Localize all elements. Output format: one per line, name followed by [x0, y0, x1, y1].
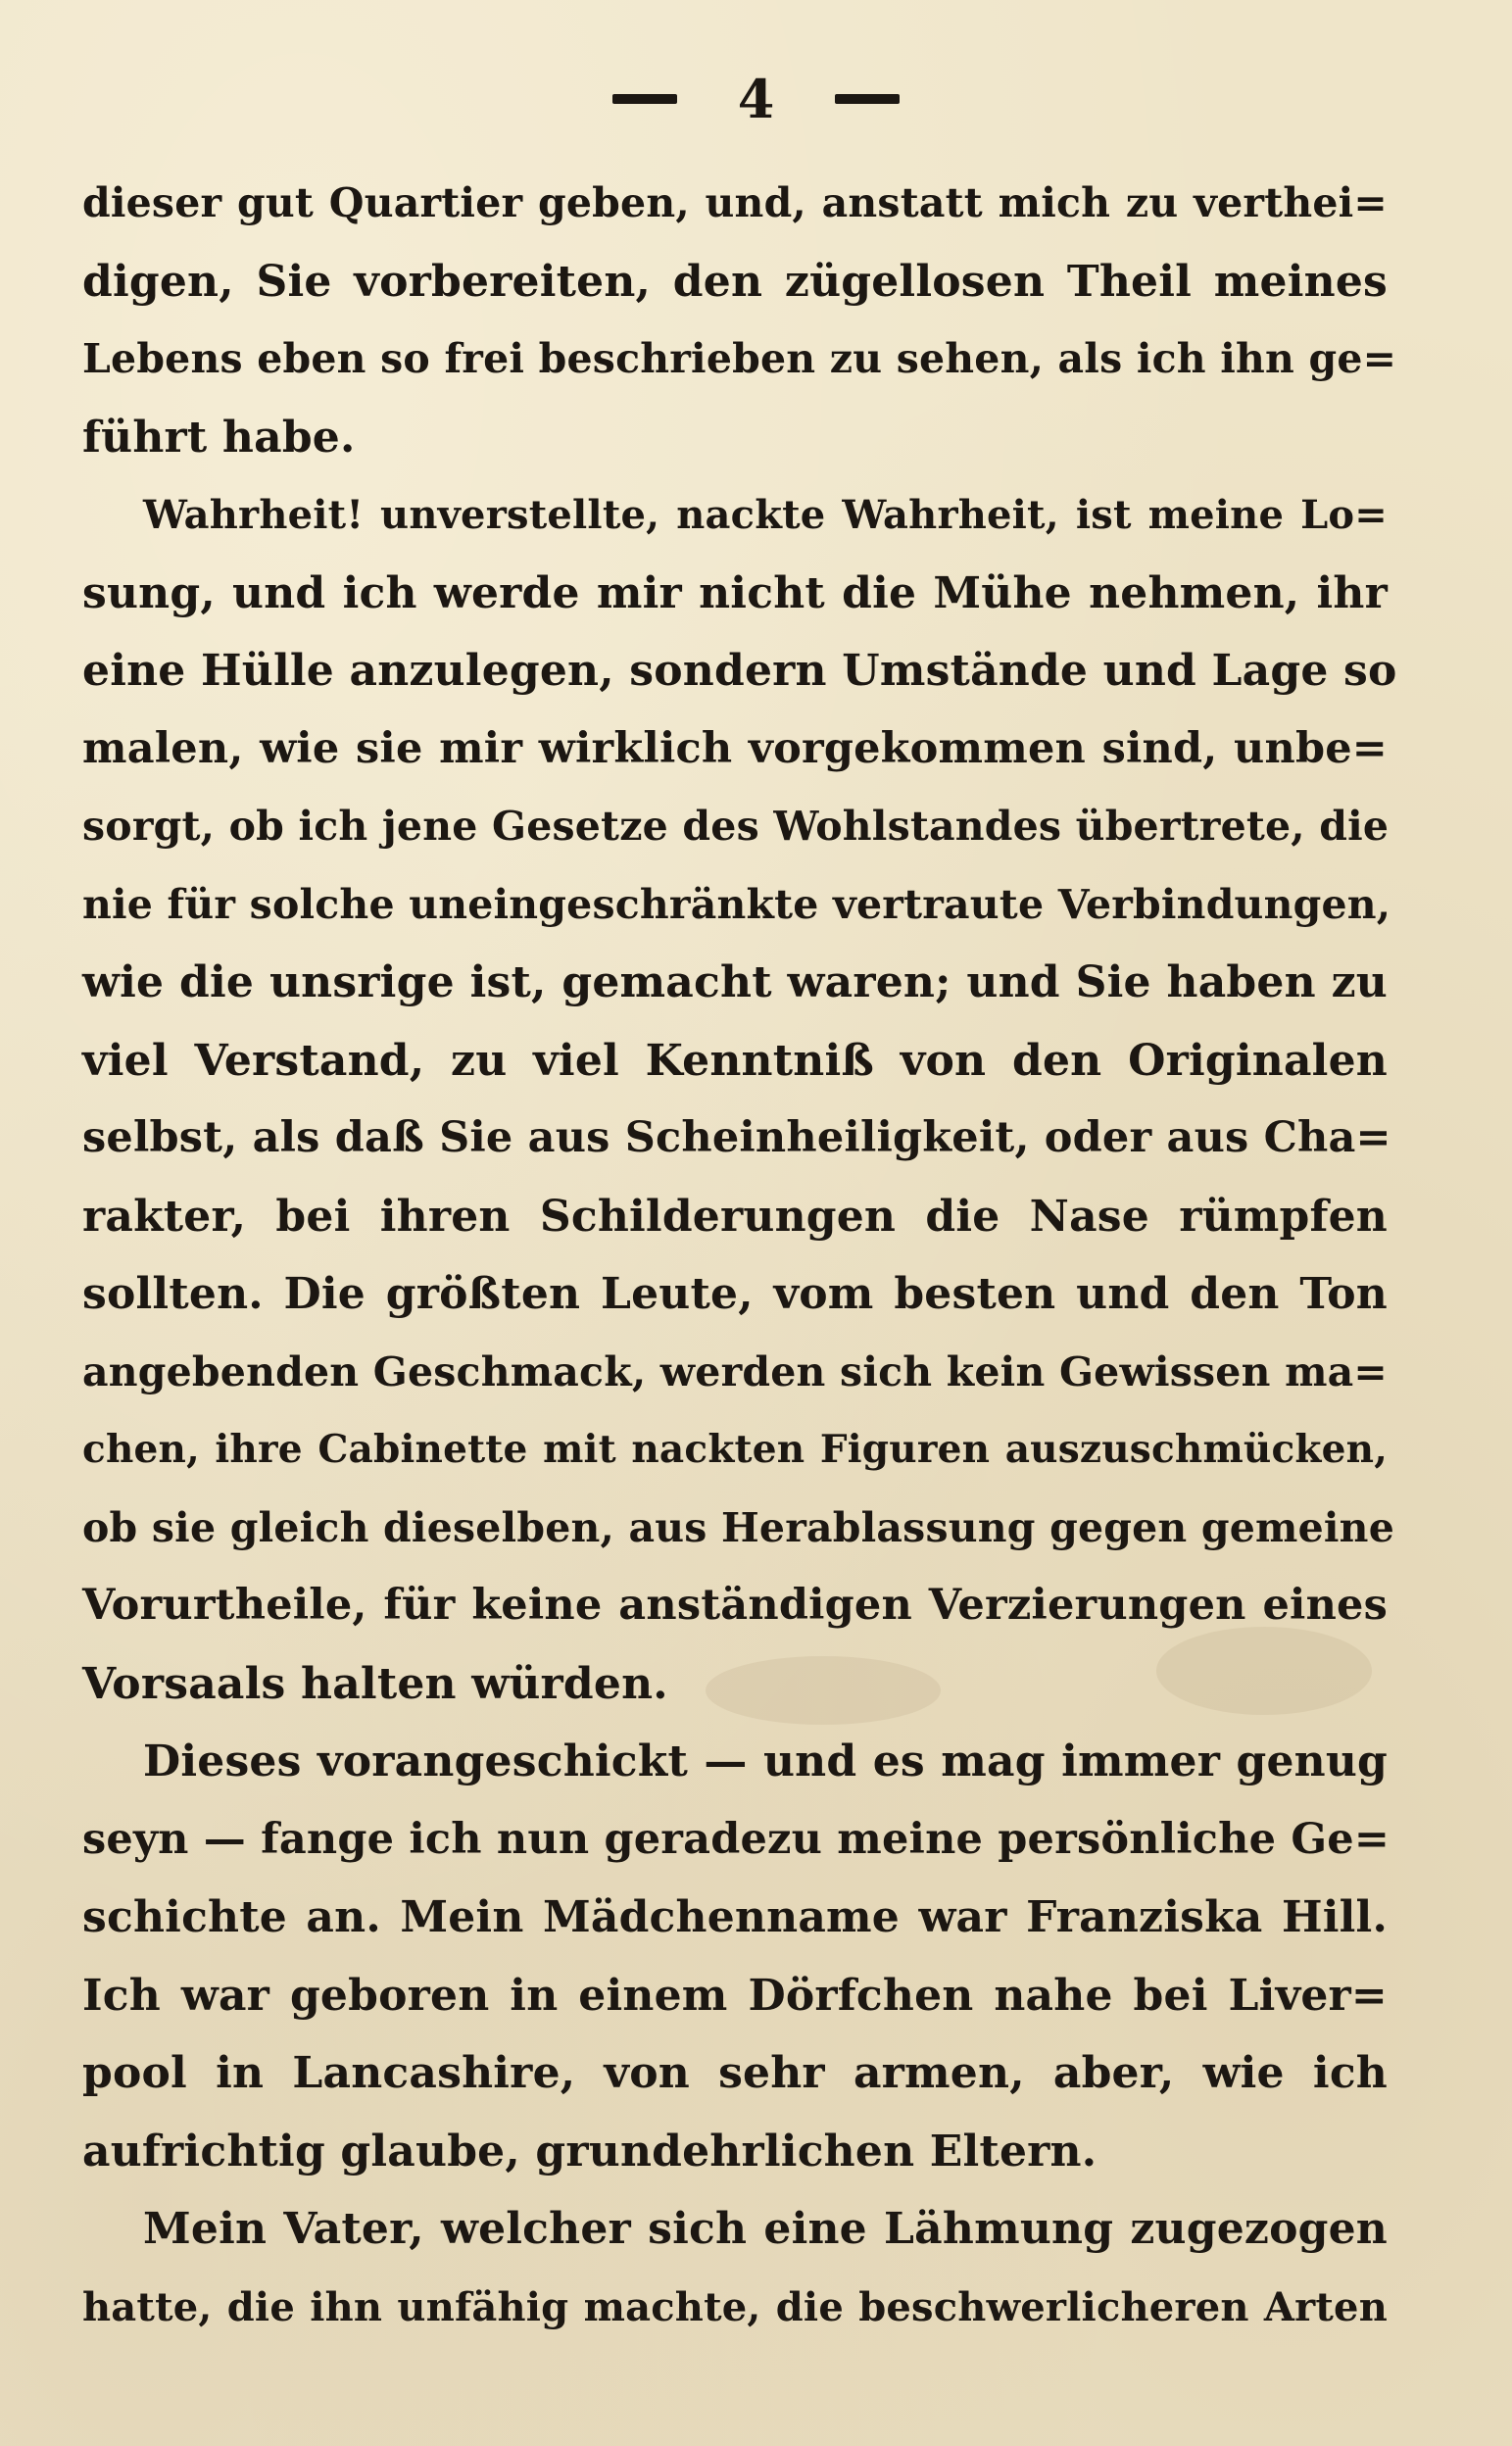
text-line: seyn — fange ich nun geradezu meine persönliche Ge=	[82, 1814, 1390, 1864]
text-line: führt habe.	[82, 412, 356, 463]
text-line: chen, ihre Cabinette mit nackten Figuren auszuschmücken,	[82, 1427, 1388, 1472]
text-line: Vorsaals halten würden.	[82, 1658, 668, 1709]
text-line: rakter, bei ihren Schilderungen die Nase rümpfen	[82, 1191, 1388, 1242]
text-line: Vorurtheile, für keine anständigen Verzierungen eines	[82, 1581, 1388, 1630]
text-line: angebenden Geschmack, werden sich kein Gewissen ma=	[82, 1347, 1388, 1395]
header-dash-right	[835, 94, 900, 104]
text-line: selbst, als daß Sie aus Scheinheiligkeit, oder aus Cha=	[82, 1113, 1391, 1162]
text-line: Mein Vater, welcher sich eine Lähmung zugezogen	[143, 2204, 1388, 2254]
text-line: sorgt, ob ich jene Gesetze des Wohlstandes übertrete, die	[82, 803, 1390, 850]
text-line: aufrichtig glaube, grundehrlichen Eltern.	[82, 2126, 1097, 2177]
text-line: Wahrheit! unverstellte, nackte Wahrheit, ist meine Lo=	[143, 492, 1388, 538]
header-dash-left	[612, 94, 677, 104]
text-body	[82, 165, 1397, 2346]
text-line: pool in Lancashire, von sehr armen, aber, wie ich	[82, 2048, 1388, 2098]
text-line: digen, Sie vorbereiten, den zügellosen Theil meines	[82, 256, 1388, 307]
text-line: nie für solche uneingeschränkte vertraute Verbindungen,	[82, 880, 1391, 928]
text-line: eine Hülle anzulegen, sondern Umstände und Lage so	[82, 646, 1397, 696]
text-line: Dieses vorangeschickt — und es mag immer genug	[143, 1737, 1388, 1786]
text-line: dieser gut Quartier geben, und, anstatt mich zu verthei=	[82, 179, 1388, 226]
text-line: schichte an. Mein Mädchenname war Franziska Hill.	[82, 1892, 1388, 1942]
text-line: wie die unsrige ist, gemacht waren; und Sie haben zu	[82, 957, 1388, 1007]
text-line: ob sie gleich dieselben, aus Herablassung gegen gemeine	[82, 1503, 1394, 1551]
text-line: Ich war geboren in einem Dörfchen nahe bei Liver=	[82, 1970, 1388, 2021]
text-line: Lebens eben so frei beschrieben zu sehen, als ich ihn ge=	[82, 335, 1397, 382]
text-line: sollten. Die größten Leute, vom besten und den Ton	[82, 1269, 1388, 1319]
text-line: malen, wie sie mir wirklich vorgekommen sind, unbe=	[82, 723, 1388, 773]
page-header	[0, 65, 1512, 133]
text-line: viel Verstand, zu viel Kenntniß von den Originalen	[82, 1035, 1388, 1086]
text-line: hatte, die ihn unfähig machte, die beschwerlicheren Arten	[82, 2283, 1388, 2330]
page-number: 4	[737, 68, 775, 130]
text-line: sung, und ich werde mir nicht die Mühe nehmen, ihr	[82, 567, 1388, 618]
